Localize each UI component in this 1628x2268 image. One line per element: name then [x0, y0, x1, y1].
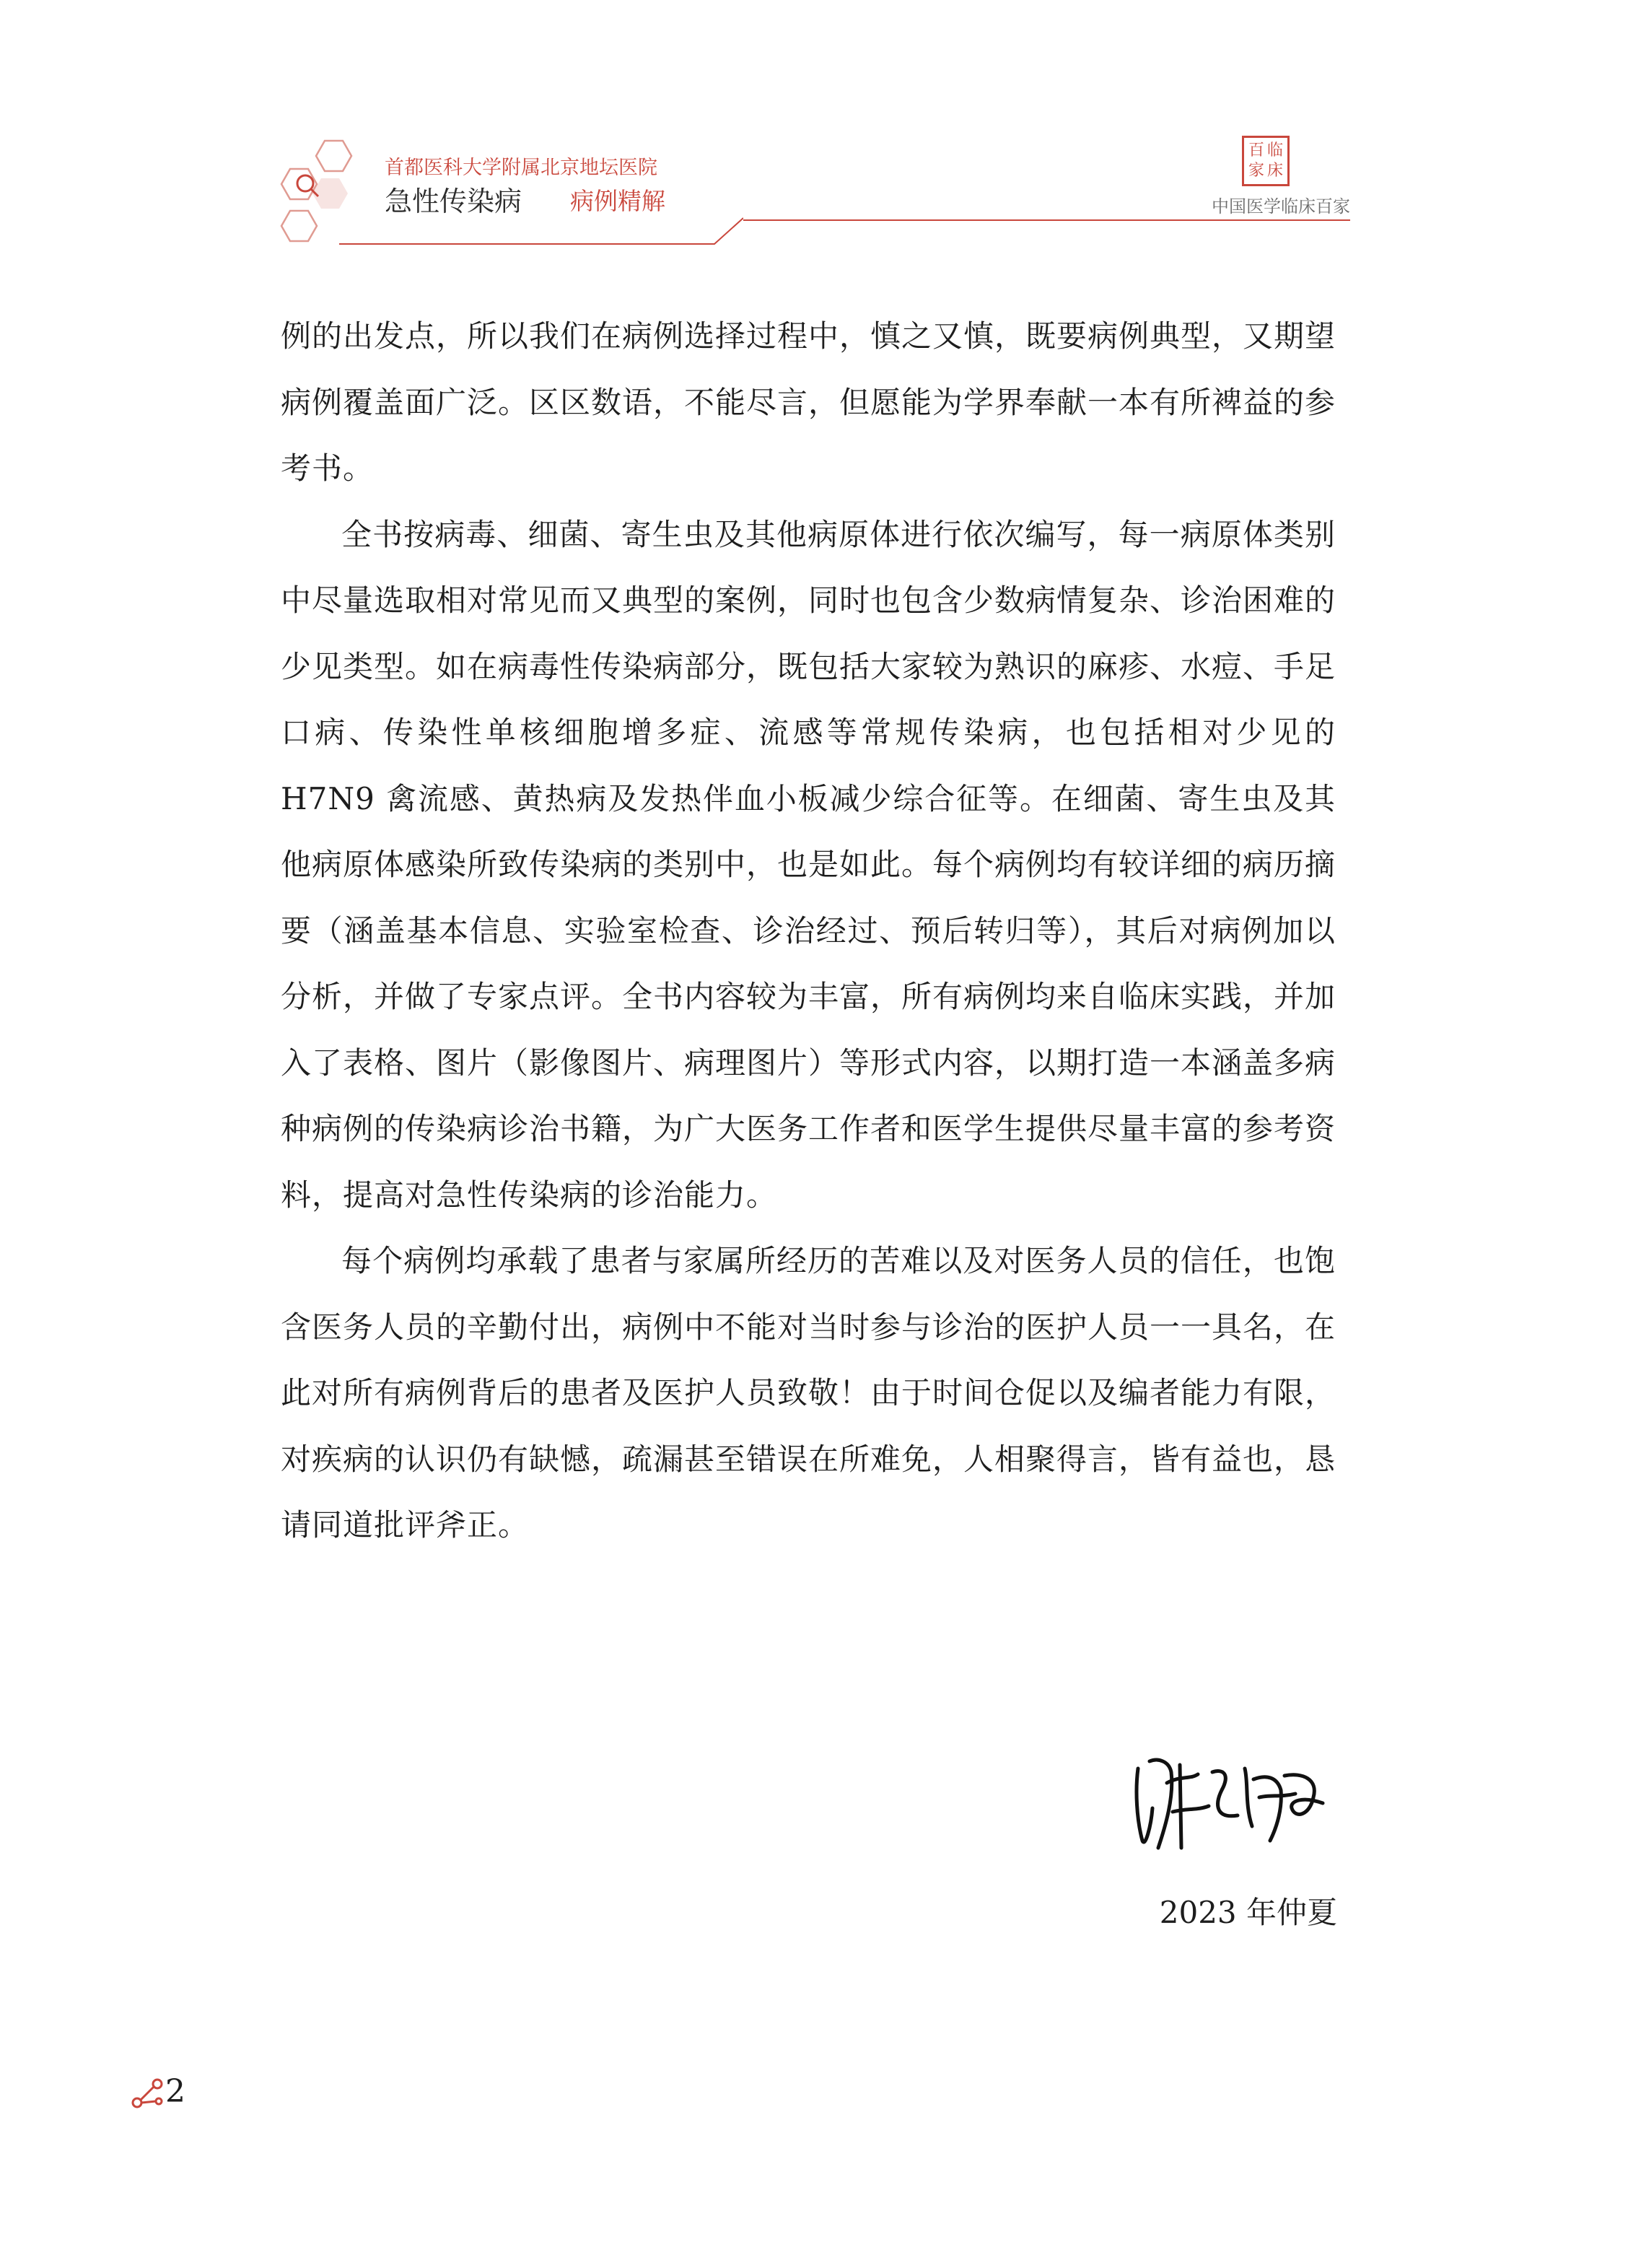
book-subtitle: 病例精解 [570, 187, 665, 215]
hospital-name: 首都医科大学附属北京地坛医院 [385, 157, 657, 179]
book-title: 急性传染病 [385, 186, 522, 217]
paragraph: 每个病例均承载了患者与家属所经历的苦难以及对医务人员的信任，也饱含医务人员的辛勤付出，病例中不能对当时参与诊治的医护人员一一具名，在此对所有病例背后的患者及医护人员致敬！由于时间仓促以及编者能力有限，对疾病的认识仍有缺憾，疏漏甚至错误在所难免，人相聚得言，皆有益也，恳请同道批评斧正。 [281, 1243, 1336, 1543]
handwritten-signature [1129, 1740, 1331, 1859]
seal-char: 百 [1248, 141, 1264, 160]
series-seal-logo [1242, 136, 1290, 186]
page-number: 2 [165, 2073, 185, 2110]
header-rule-right [743, 219, 1350, 221]
seal-char: 床 [1266, 162, 1283, 180]
series-name: 中国医学临床百家 [1212, 196, 1350, 217]
paragraph: 全书按病毒、细菌、寄生虫及其他病原体进行依次编写，每一病原体类别中尽量选取相对常见而又典型的案例，同时也包含少数病情复杂、诊治困难的少见类型。如在病毒性传染病部分，既包括大家较为熟识的麻疹、水痘、手足口病、传染性单核细胞增多症、流感等常规传染病，也包括相对少见的 H7N9 禽流感、黄热病及发热伴血小板减少综合征等。在细菌、寄生虫及其他病原体感染所致传染病的类别中，也是如此。每个病例均有较详细的病历摘要（涵盖基本信息、实验室检查、诊治经过、预后转归等），其后对病例加以分析，并做了专家点评。全书内容较为丰富，所有病例均来自临床实践，并加入了表格、图片（影像图片、病理图片）等形式内容，以期打造一本涵盖多病种病例的传染病诊治书籍，为广大医务工作者和医学生提供尽量丰富的参考资料，提高对急性传染病的诊治能力。 [281, 516, 1336, 1213]
header-rule-left [339, 217, 743, 245]
seal-char: 临 [1266, 141, 1283, 160]
preface-body [281, 303, 1336, 1558]
seal-char: 家 [1248, 162, 1264, 180]
molecule-icon [130, 2075, 166, 2111]
preface-date: 2023 年仲夏 [1159, 1895, 1337, 1930]
paragraph: 例的出发点，所以我们在病例选择过程中，慎之又慎，既要病例典型，又期望病例覆盖面广泛。区区数语，不能尽言，但愿能为学界奉献一本有所裨益的参考书。 [281, 318, 1336, 486]
